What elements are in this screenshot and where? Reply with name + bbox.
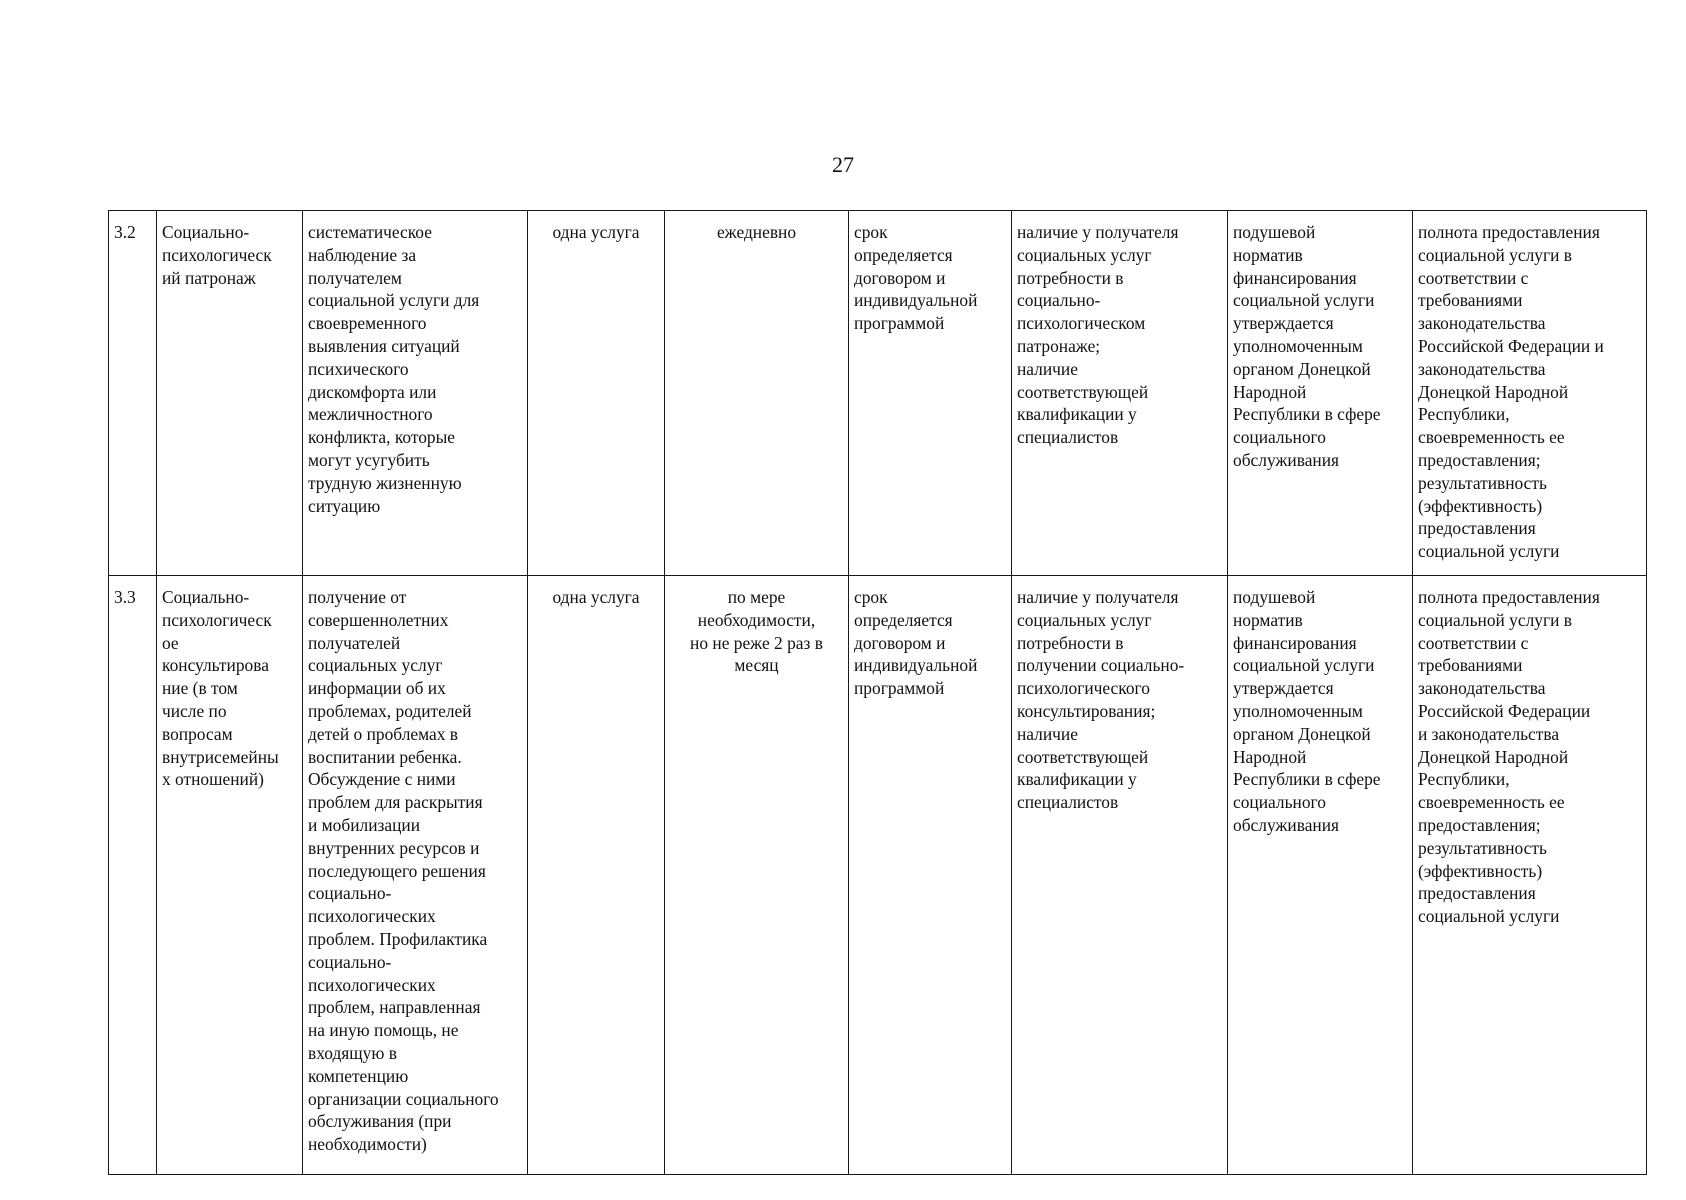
row-number-cell: 3.3 <box>109 576 157 1175</box>
service-quality-cell: полнота предоставления социальной услуги в соответствии с требованиями законодательства Российской Федерации и законодательства Донецкой Народной Республики, своевременность ее предоставления; результативность (эффективность) предоставления социальной услуги <box>1413 576 1647 1175</box>
service-conditions-cell: наличие у получателя социальных услуг потребности в получении социально- психологического консультирования; наличие соответствующей квалификации у специалистов <box>1012 576 1228 1175</box>
table-row <box>109 211 1647 576</box>
service-volume-cell: одна услуга <box>528 211 665 576</box>
service-term-cell: срок определяется договором и индивидуальной программой <box>849 576 1012 1175</box>
table-row <box>109 576 1647 1175</box>
service-frequency-cell: по мере необходимости, но не реже 2 раз в месяц <box>665 576 849 1175</box>
service-name-cell: Социально- психологическ ое консультирова ние (в том числе по вопросам внутрисемейны х отношений) <box>157 576 303 1175</box>
service-frequency-cell: ежедневно <box>665 211 849 576</box>
service-conditions-cell: наличие у получателя социальных услуг потребности в социально- психологическом патронаже; наличие соответствующей квалификации у специалистов <box>1012 211 1228 576</box>
service-volume-cell: одна услуга <box>528 576 665 1175</box>
service-term-cell: срок определяется договором и индивидуальной программой <box>849 211 1012 576</box>
row-number-cell: 3.2 <box>109 211 157 576</box>
service-content-cell: получение от совершеннолетних получателей социальных услуг информации об их проблемах, родителей детей о проблемах в воспитании ребенка. Обсуждение с ними проблем для раскрытия и мобилизации внутренних ресурсов и последующего решения социально- психологических проблем. Профилактика социально- психологических проблем, направленная на иную помощь, не входящую в компетенцию организации социального обслуживания (при необходимости) <box>303 576 528 1175</box>
service-quality-cell: полнота предоставления социальной услуги в соответствии с требованиями законодательства Российской Федерации и законодательства Донецкой Народной Республики, своевременность ее предоставления; результативность (эффективность) предоставления социальной услуги <box>1413 211 1647 576</box>
service-name-cell: Социально- психологическ ий патронаж <box>157 211 303 576</box>
page-number: 27 <box>832 152 854 177</box>
service-financing-cell: подушевой норматив финансирования социальной услуги утверждается уполномоченным органом Донецкой Народной Республики в сфере социального обслуживания <box>1228 576 1413 1175</box>
service-financing-cell: подушевой норматив финансирования социальной услуги утверждается уполномоченным органом Донецкой Народной Республики в сфере социального обслуживания <box>1228 211 1413 576</box>
service-content-cell: систематическое наблюдение за получателем социальной услуги для своевременного выявления ситуаций психического дискомфорта или межличностного конфликта, которые могут усугубить трудную жизненную ситуацию <box>303 211 528 576</box>
services-table <box>108 210 1647 1175</box>
